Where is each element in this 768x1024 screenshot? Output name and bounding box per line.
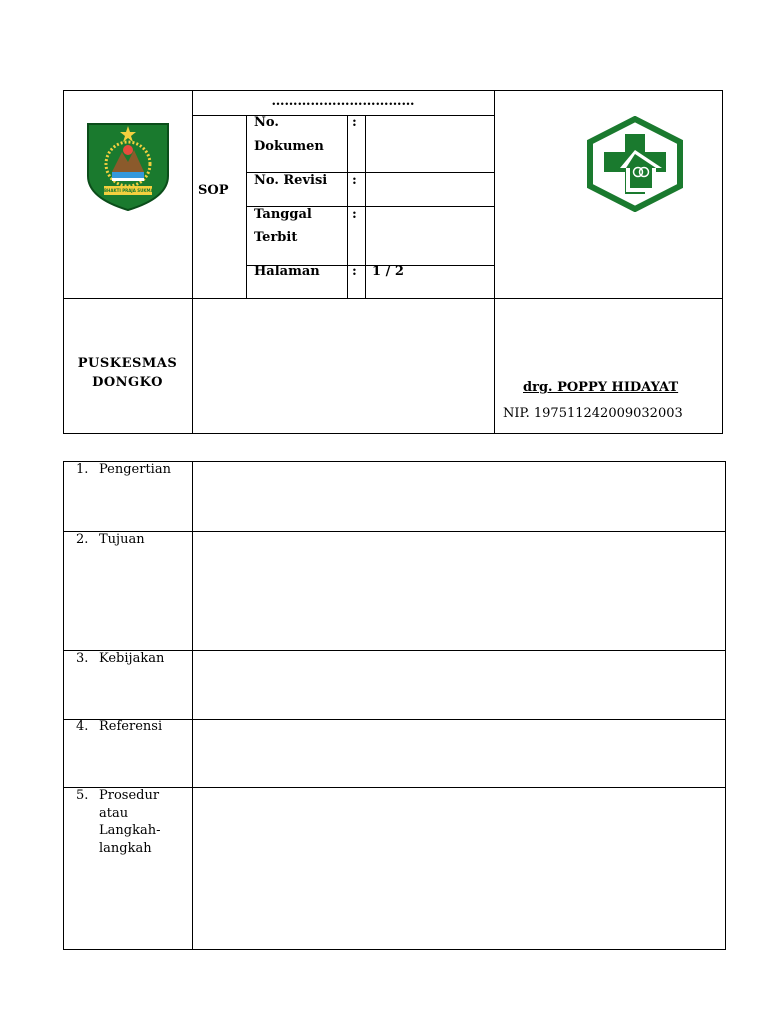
field-no-revisi-label: No. Revisi — [254, 173, 328, 188]
section-label-prosedur: Prosedur — [99, 788, 160, 803]
header-col-divider-1 — [192, 90, 193, 434]
org-name-line-2: DONGKO — [92, 375, 163, 390]
section-row-line-1 — [63, 531, 726, 532]
field-no-dokumen-colon: : — [352, 115, 357, 130]
field-tanggal-terbit-label-2: Terbit — [254, 230, 298, 245]
section-row-line-3 — [63, 719, 726, 720]
section-label-kebijakan: Kebijakan — [99, 651, 165, 666]
field-tanggal-terbit-colon: : — [352, 207, 357, 222]
field-tanggal-terbit-label: Tanggal — [254, 207, 312, 222]
section-row-line-4 — [63, 787, 726, 788]
section-number: 3. — [76, 651, 89, 666]
section-number: 5. — [76, 788, 89, 803]
signer-nip: NIP. 197511242009032003 — [503, 406, 683, 421]
puskesmas-logo-icon — [586, 116, 684, 212]
sop-label: SOP — [198, 183, 229, 198]
regional-emblem-icon — [82, 116, 174, 216]
field-no-dokumen-label-2: Dokumen — [254, 139, 324, 154]
field-halaman-value[interactable]: 1 / 2 — [372, 264, 404, 279]
header-col-divider-2 — [494, 90, 495, 434]
section-label-tujuan: Tujuan — [99, 532, 145, 547]
header-divider — [63, 298, 723, 299]
section-label-prosedur-3: Langkah- — [99, 823, 161, 838]
signer-name: drg. POPPY HIDAYAT — [523, 380, 679, 395]
section-number: 1. — [76, 462, 89, 477]
section-label-prosedur-4: langkah — [99, 841, 152, 856]
field-halaman-colon: : — [352, 264, 357, 279]
title-row-line — [192, 115, 494, 116]
field-halaman-label: Halaman — [254, 264, 320, 279]
section-col-divider — [192, 461, 193, 950]
section-number: 4. — [76, 719, 89, 734]
field-no-dokumen-label: No. — [254, 115, 279, 130]
field-no-revisi-colon: : — [352, 173, 357, 188]
section-label-referensi: Referensi — [99, 719, 163, 734]
section-label-pengertian: Pengertian — [99, 462, 171, 477]
section-number: 2. — [76, 532, 89, 547]
org-name: PUSKESMAS — [77, 356, 178, 371]
sop-title: …………………………… — [271, 94, 415, 109]
section-table-border — [63, 461, 726, 950]
section-label-prosedur-2: atau — [99, 806, 129, 821]
emblem-ribbon-text: BHAKTI PRAJA SUKMA — [104, 188, 154, 193]
